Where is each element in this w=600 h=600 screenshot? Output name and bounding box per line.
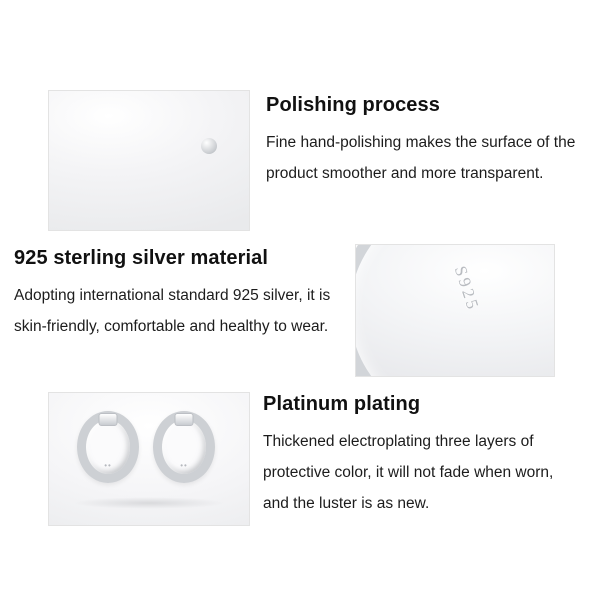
hoop-earring-left [77,411,139,483]
s925-engraving-photo [355,244,555,377]
section-material [14,246,354,342]
plating-heading: Platinum plating [263,393,421,415]
hoop-sparkle-right: •• [180,461,188,471]
hoop-hinge-right [175,413,194,426]
silver-band-highlight [355,244,555,377]
material-body: Adopting international standard 925 silver, it is skin-friendly, comfortable and healthy to wear. [14,287,331,335]
hoop-earrings-pair-photo [48,392,250,526]
polishing-heading: Polishing process [266,94,440,116]
s925-stamp-text: S925 [450,263,484,315]
material-heading: 925 sterling silver material [14,247,269,269]
section-plating [263,392,583,519]
plating-body: Thickened electroplating three layers of protective color, it will not fade when worn, and the luster is as new. [263,433,554,512]
hoop-arc-highlight [48,90,250,231]
polishing-body: Fine hand-polishing makes the surface of the product smoother and more transparent. [266,134,576,182]
polished-hoop-curve-photo [48,90,250,231]
hoop-pair-shadow [73,497,225,509]
hoop-sparkle-left: •• [104,461,112,471]
section-polishing [266,93,578,189]
hoop-earring-right [153,411,215,483]
hoop-hinge-left [99,413,118,426]
